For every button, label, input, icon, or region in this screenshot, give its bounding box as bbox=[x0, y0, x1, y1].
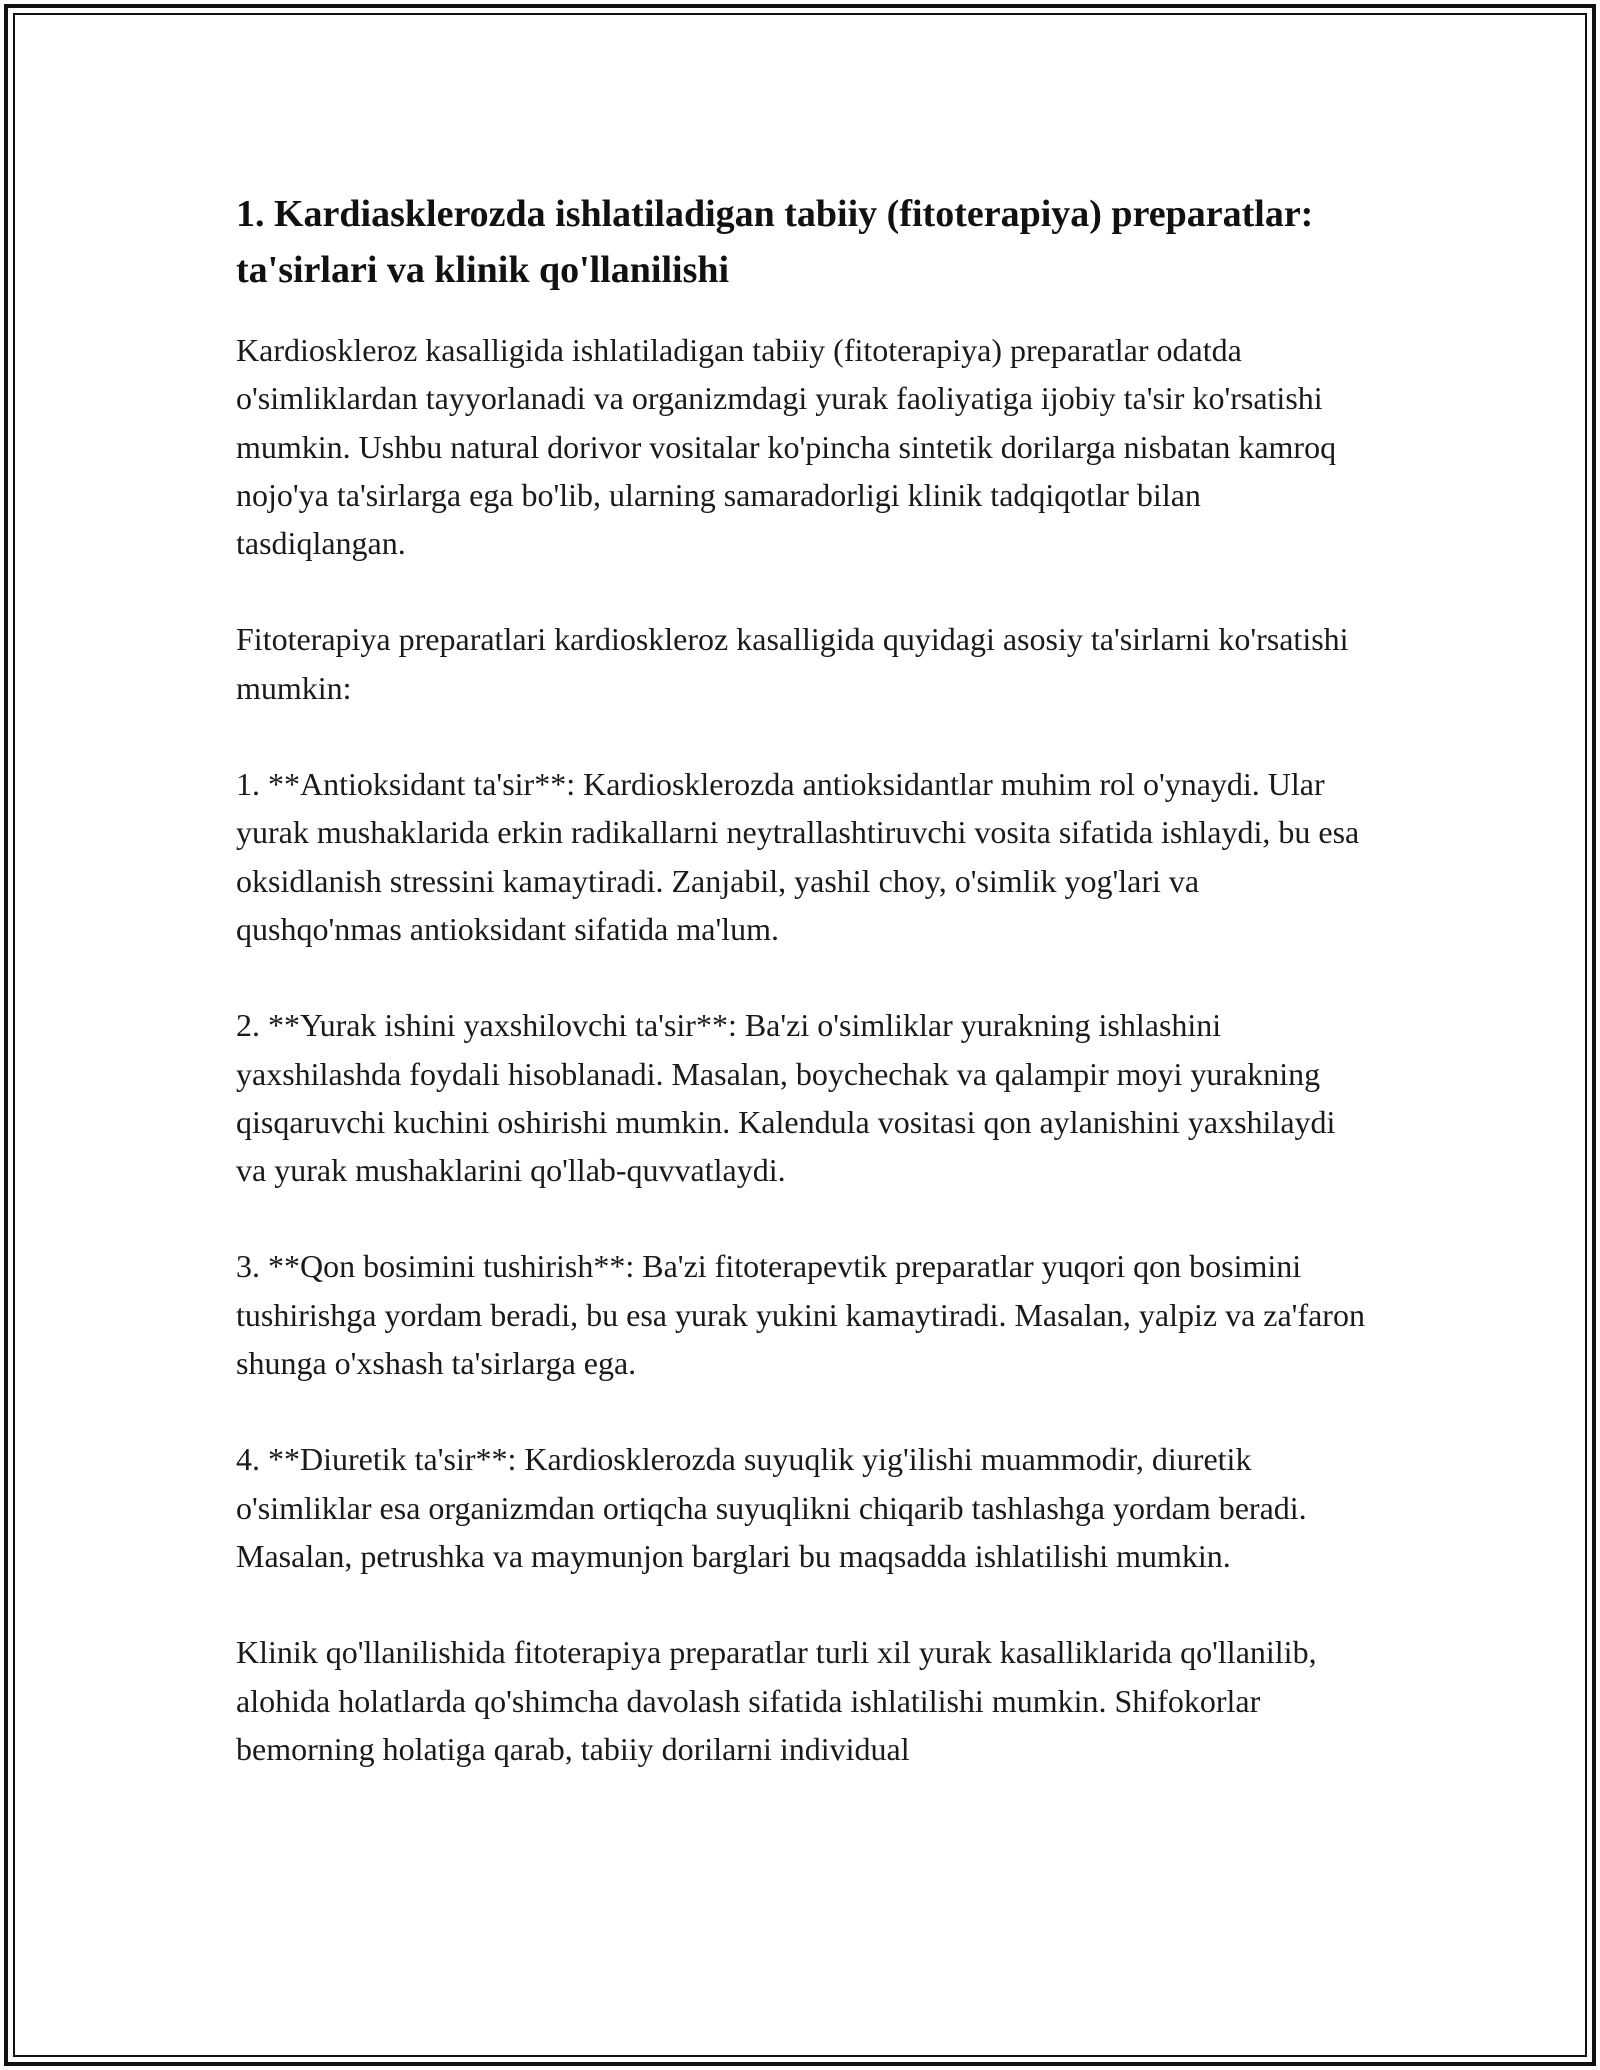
document-body bbox=[236, 186, 1366, 1773]
paragraph-clinical-use: Klinik qo'llanilishida fitoterapiya preparatlar turli xil yurak kasalliklarida qo'llanilib, alohida holatlarda qo'shimcha davolash sifatida ishlatilishi mumkin. Shifokorlar bemorning holatiga qarab, tabiiy dorilarni individual bbox=[236, 1634, 1317, 1767]
list-item-diuretic: 4. **Diuretik ta'sir**: Kardiosklerozda suyuqlik yig'ilishi muammodir, diuretik o'simliklar esa organizmdan ortiqcha suyuqlikni chiqarib tashlashga yordam beradi. Masalan, petrushka va maymunjon barglari bu maqsadda ishlatilishi mumkin. bbox=[236, 1441, 1307, 1574]
paragraph-intro: Kardioskleroz kasalligida ishlatiladigan tabiiy (fitoterapiya) preparatlar odatda o'simliklardan tayyorlanadi va organizmdagi yurak faoliyatiga ijobiy ta'sir ko'rsatishi mumkin. Ushbu natural dorivor vositalar ko'pincha sintetik dorilarga nisbatan kamroq nojo'ya ta'sirlarga ega bo'lib, ularning samaradorligi klinik tadqiqotlar bilan tasdiqlangan. bbox=[236, 332, 1337, 562]
list-item-heart-function: 2. **Yurak ishini yaxshilovchi ta'sir**: Ba'zi o'simliklar yurakning ishlashini yaxshilashda foydali hisoblanadi. Masalan, boychechak va qalampir moyi yurakning qisqaruvchi kuchini oshirishi mumkin. Kalendula vositasi qon aylanishini yaxshilaydi va yurak mushaklarini qo'llab-quvvatlaydi. bbox=[236, 1007, 1336, 1189]
list-item-antioxidant: 1. **Antioksidant ta'sir**: Kardiosklerozda antioksidantlar muhim rol o'ynaydi. Ular yurak mushaklarida erkin radikallarni neytrallashtiruvchi vosita sifatida ishlaydi, bu esa oksidlanish stressini kamaytiradi. Zanjabil, yashil choy, o'simlik yog'lari va qushqo'nmas antioksidant sifatida ma'lum. bbox=[236, 766, 1360, 947]
list-item-blood-pressure: 3. **Qon bosimini tushirish**: Ba'zi fitoterapevtik preparatlar yuqori qon bosimini tushirishga yordam beradi, bu esa yurak yukini kamaytiradi. Masalan, yalpiz va za'faron shunga o'xshash ta'sirlarga ega. bbox=[236, 1248, 1365, 1382]
paragraph-effects-lead: Fitoterapiya preparatlari kardioskleroz kasalligida quyidagi asosiy ta'sirlarni ko'rsatishi mumkin: bbox=[236, 621, 1349, 706]
document-title: 1. Kardiasklerozda ishlatiladigan tabiiy (fitoterapiya) preparatlar: ta'sirlari va klinik qo'llanilishi bbox=[236, 193, 1314, 291]
